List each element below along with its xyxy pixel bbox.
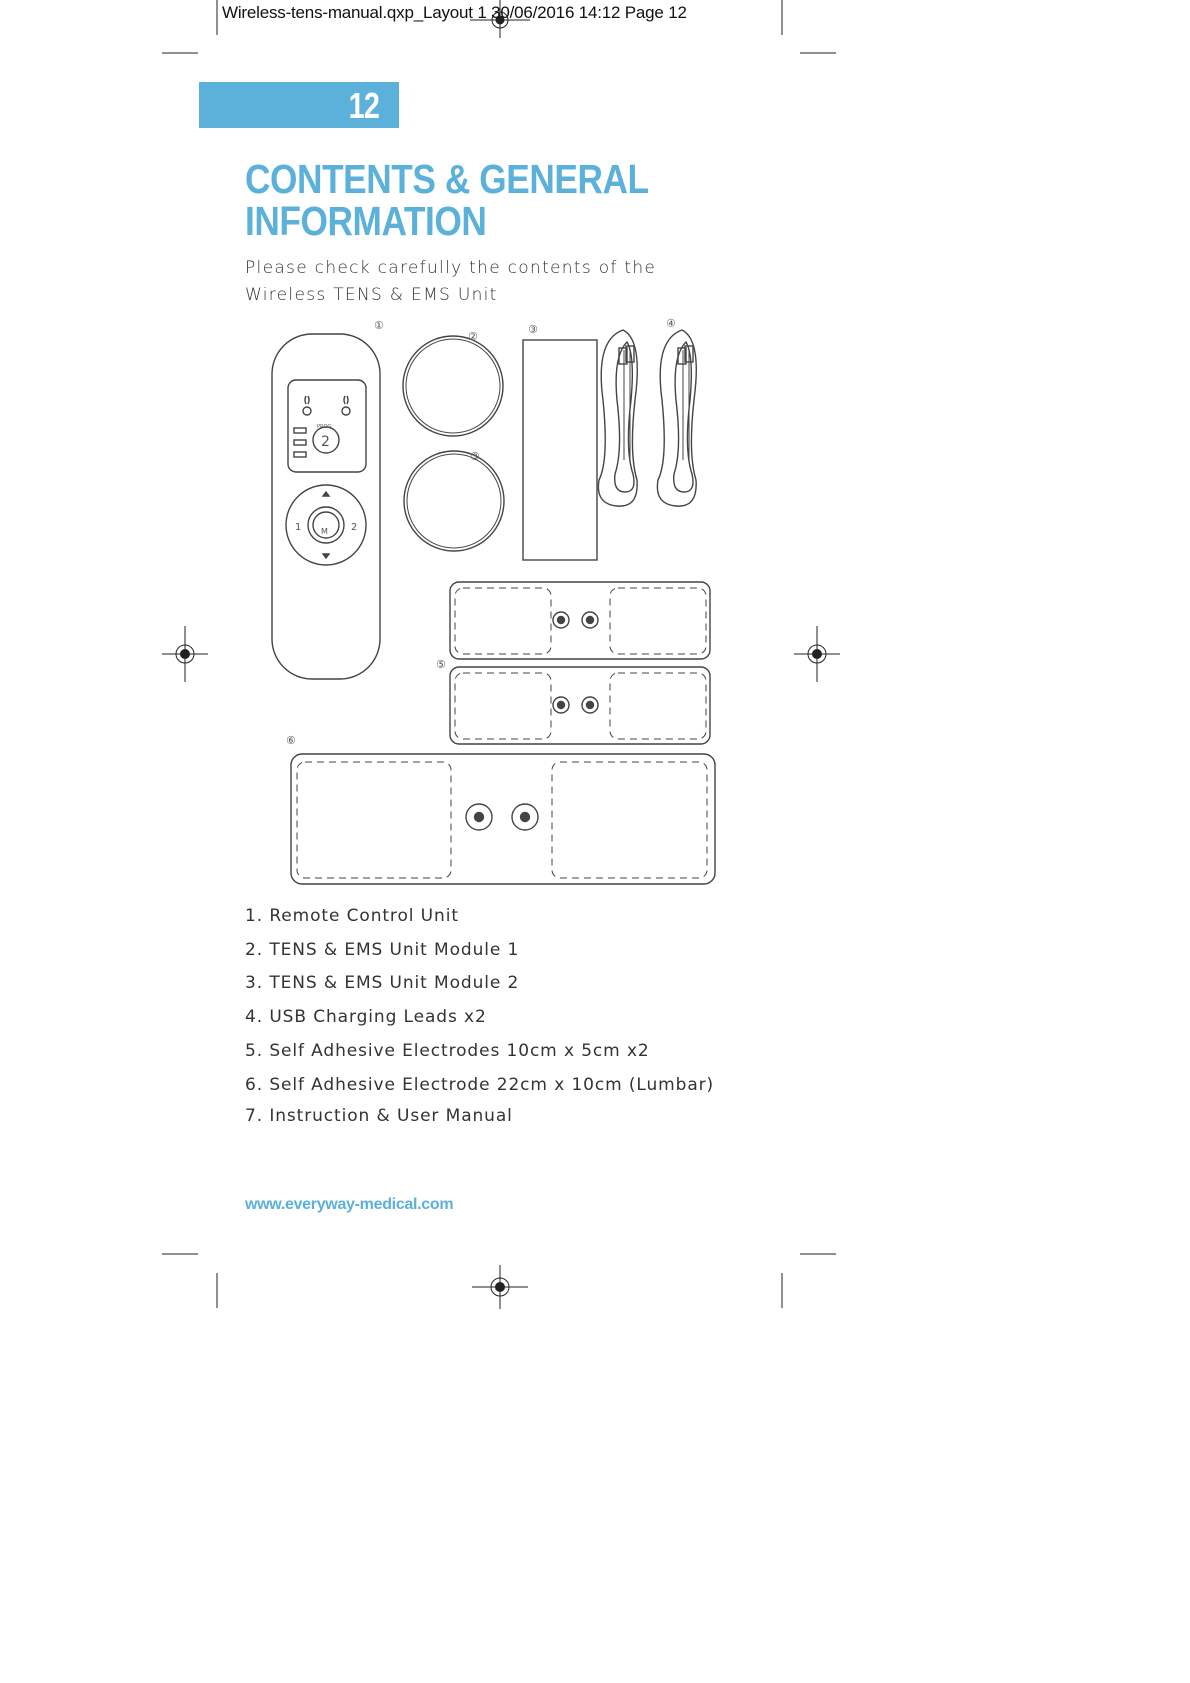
registration-mark-left xyxy=(162,626,208,682)
list-item: 3. TENS & EMS Unit Module 2 xyxy=(245,973,520,993)
remote-control-drawing xyxy=(272,334,380,679)
module-2-drawing xyxy=(404,451,504,551)
list-item: 4. USB Charging Leads x2 xyxy=(245,1007,487,1027)
footer-website-link[interactable]: www.everyway-medical.com xyxy=(245,1196,454,1213)
usb-leads-drawing xyxy=(598,330,696,506)
page-number: 12 xyxy=(348,85,379,126)
module-1-drawing xyxy=(403,336,503,436)
callout-6: ⑥ xyxy=(286,734,296,747)
callout-4: ④ xyxy=(666,317,676,330)
electrode-small-2-drawing xyxy=(450,667,710,744)
intro-line-1: Please check carefully the contents of the xyxy=(245,258,657,278)
callout-2: ② xyxy=(468,330,478,343)
print-slug: Wireless-tens-manual.qxp_Layout 1 30/06/2016 14:12 Page 12 xyxy=(222,3,687,22)
list-item: 5. Self Adhesive Electrodes 10cm x 5cm x2 xyxy=(245,1041,650,1061)
remote-channel-2: 2 xyxy=(351,522,358,533)
remote-prog-label: PROG xyxy=(317,424,332,430)
electrode-lumbar-drawing xyxy=(291,754,715,884)
page-title xyxy=(245,158,649,242)
electrode-small-1-drawing xyxy=(450,582,710,659)
list-item: 7. Instruction & User Manual xyxy=(245,1106,513,1126)
page-number-tab xyxy=(199,82,399,128)
intro-text xyxy=(245,255,656,309)
registration-mark-right xyxy=(794,626,840,682)
remote-channel-1: 1 xyxy=(295,522,302,533)
callout-3a: ③ xyxy=(528,323,538,336)
title-line-2: INFORMATION xyxy=(245,198,487,244)
remote-mode-label: M xyxy=(321,527,328,536)
remote-prog-value: 2 xyxy=(321,434,330,450)
list-item: 6. Self Adhesive Electrode 22cm x 10cm (Lumbar) xyxy=(245,1075,715,1095)
registration-mark-bottom xyxy=(472,1265,528,1309)
callout-5: ⑤ xyxy=(436,658,446,671)
list-item: 2. TENS & EMS Unit Module 1 xyxy=(245,940,520,960)
callout-3b: ③ xyxy=(470,450,480,463)
intro-line-2: Wireless TENS & EMS Unit xyxy=(245,285,498,305)
callout-1: ① xyxy=(374,319,384,332)
list-item: 1. Remote Control Unit xyxy=(245,906,459,926)
title-line-1: CONTENTS & GENERAL xyxy=(245,156,649,202)
contents-illustration xyxy=(260,310,730,890)
manual-drawing xyxy=(523,340,597,560)
